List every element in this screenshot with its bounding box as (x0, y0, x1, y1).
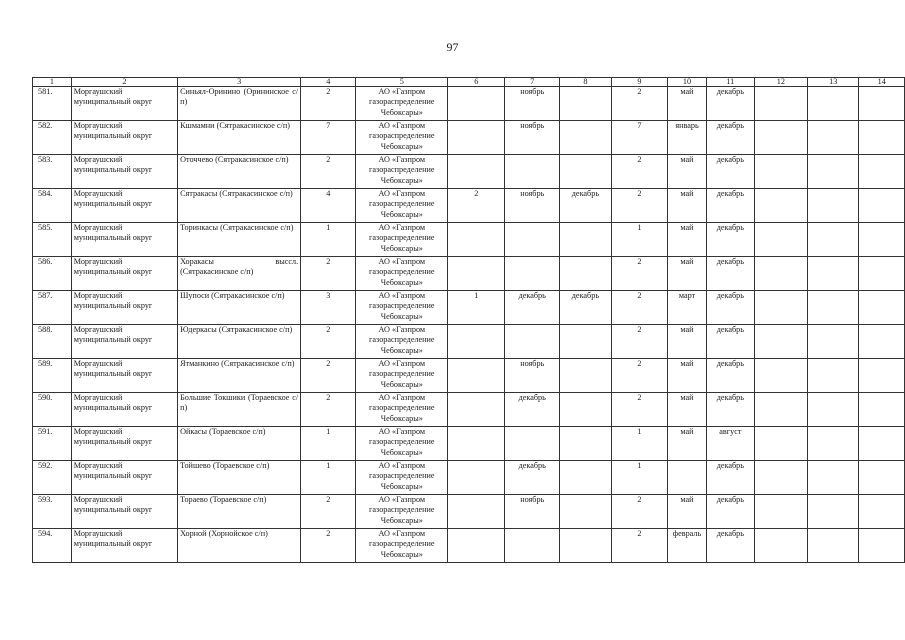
col13-cell (808, 325, 859, 359)
col4-cell: 2 (301, 359, 356, 393)
col14-cell (859, 529, 905, 563)
col11-cell: август (706, 427, 754, 461)
table-row (33, 291, 905, 325)
col9-cell: 2 (611, 291, 667, 325)
col7-cell: декабрь (505, 461, 560, 495)
col7-cell: ноябрь (505, 495, 560, 529)
col4-cell: 7 (301, 121, 356, 155)
col8-cell (560, 393, 612, 427)
col10-cell: май (668, 189, 707, 223)
district-cell: Моргаушский муниципальный округ (71, 223, 177, 257)
table-row (33, 359, 905, 393)
col4-cell: 1 (301, 461, 356, 495)
organization-cell: АО «Газпром газораспределение Чебоксары» (356, 257, 448, 291)
col8-cell: декабрь (560, 291, 612, 325)
table-row (33, 87, 905, 121)
settlement-cell: Шупоси (Сятракасинское с/п) (178, 291, 301, 325)
col6-cell (448, 461, 505, 495)
page-number: 97 (446, 40, 459, 54)
organization-cell: АО «Газпром газораспределение Чебоксары» (356, 529, 448, 563)
district-cell: Моргаушский муниципальный округ (71, 257, 177, 291)
col13-cell (808, 87, 859, 121)
col7-cell: ноябрь (505, 121, 560, 155)
district-cell: Моргаушский муниципальный округ (71, 427, 177, 461)
col13-cell (808, 393, 859, 427)
col11-cell: декабрь (706, 87, 754, 121)
row-number: 582. (33, 121, 72, 155)
col7-cell (505, 257, 560, 291)
col11-cell: декабрь (706, 325, 754, 359)
col12-cell (754, 87, 807, 121)
header-cell-14: 14 (859, 78, 905, 87)
district-cell: Моргаушский муниципальный округ (71, 495, 177, 529)
col7-cell (505, 223, 560, 257)
col14-cell (859, 189, 905, 223)
table-row (33, 155, 905, 189)
col6-cell (448, 121, 505, 155)
col6-cell (448, 257, 505, 291)
settlement-cell: Сятракасы (Сятракасинское с/п) (178, 189, 301, 223)
col4-cell: 4 (301, 189, 356, 223)
col8-cell (560, 155, 612, 189)
settlement-cell: Большие Токшики (Тораевское с/п) (178, 393, 301, 427)
col8-cell (560, 257, 612, 291)
col14-cell (859, 495, 905, 529)
col9-cell: 2 (611, 495, 667, 529)
organization-cell: АО «Газпром газораспределение Чебоксары» (356, 155, 448, 189)
col8-cell (560, 461, 612, 495)
col14-cell (859, 393, 905, 427)
col10-cell: май (668, 223, 707, 257)
col12-cell (754, 155, 807, 189)
col6-cell (448, 87, 505, 121)
col14-cell (859, 257, 905, 291)
col12-cell (754, 325, 807, 359)
col10-cell: март (668, 291, 707, 325)
col14-cell (859, 155, 905, 189)
col11-cell: декабрь (706, 223, 754, 257)
settlement-cell: Ятманкино (Сятракасинское с/п) (178, 359, 301, 393)
row-number: 584. (33, 189, 72, 223)
col12-cell (754, 393, 807, 427)
col12-cell (754, 257, 807, 291)
col6-cell (448, 529, 505, 563)
col11-cell: декабрь (706, 189, 754, 223)
col7-cell (505, 529, 560, 563)
row-number: 588. (33, 325, 72, 359)
district-cell: Моргаушский муниципальный округ (71, 155, 177, 189)
table-row (33, 223, 905, 257)
header-cell-1: 1 (33, 78, 72, 87)
col11-cell: декабрь (706, 257, 754, 291)
col14-cell (859, 461, 905, 495)
district-cell: Моргаушский муниципальный округ (71, 87, 177, 121)
col9-cell: 1 (611, 427, 667, 461)
col9-cell: 7 (611, 121, 667, 155)
col13-cell (808, 223, 859, 257)
settlement-cell: Тойшево (Тораевское с/п) (178, 461, 301, 495)
col14-cell (859, 87, 905, 121)
col7-cell (505, 155, 560, 189)
col11-cell: декабрь (706, 121, 754, 155)
col10-cell: май (668, 87, 707, 121)
col6-cell: 1 (448, 291, 505, 325)
col14-cell (859, 121, 905, 155)
col11-cell: декабрь (706, 155, 754, 189)
col8-cell (560, 495, 612, 529)
header-cell-10: 10 (668, 78, 707, 87)
col8-cell (560, 121, 612, 155)
header-cell-4: 4 (301, 78, 356, 87)
col8-cell: декабрь (560, 189, 612, 223)
col13-cell (808, 495, 859, 529)
district-cell: Моргаушский муниципальный округ (71, 529, 177, 563)
header-cell-6: 6 (448, 78, 505, 87)
district-cell: Моргаушский муниципальный округ (71, 325, 177, 359)
col6-cell (448, 393, 505, 427)
row-number: 592. (33, 461, 72, 495)
col13-cell (808, 121, 859, 155)
settlement-cell: Торинкасы (Сятракасинское с/п) (178, 223, 301, 257)
col12-cell (754, 427, 807, 461)
col9-cell: 2 (611, 529, 667, 563)
header-cell-12: 12 (754, 78, 807, 87)
organization-cell: АО «Газпром газораспределение Чебоксары» (356, 291, 448, 325)
data-table (32, 77, 905, 563)
col14-cell (859, 325, 905, 359)
settlement-cell: Юдеркасы (Сятракасинское с/п) (178, 325, 301, 359)
col13-cell (808, 189, 859, 223)
header-cell-13: 13 (808, 78, 859, 87)
col14-cell (859, 359, 905, 393)
settlement-cell: Синьял-Оринино (Орининское с/п) (178, 87, 301, 121)
col13-cell (808, 257, 859, 291)
col13-cell (808, 291, 859, 325)
table-row (33, 121, 905, 155)
col6-cell (448, 155, 505, 189)
col12-cell (754, 189, 807, 223)
header-row (33, 78, 905, 87)
col4-cell: 1 (301, 223, 356, 257)
settlement-cell: Кшмамни (Сятракасинское с/п) (178, 121, 301, 155)
col7-cell: декабрь (505, 291, 560, 325)
col10-cell: май (668, 427, 707, 461)
table-row (33, 461, 905, 495)
col13-cell (808, 461, 859, 495)
row-number: 590. (33, 393, 72, 427)
organization-cell: АО «Газпром газораспределение Чебоксары» (356, 359, 448, 393)
col7-cell (505, 427, 560, 461)
col10-cell: май (668, 257, 707, 291)
col4-cell: 3 (301, 291, 356, 325)
district-cell: Моргаушский муниципальный округ (71, 359, 177, 393)
col9-cell: 2 (611, 325, 667, 359)
col9-cell: 2 (611, 257, 667, 291)
col7-cell: ноябрь (505, 189, 560, 223)
col4-cell: 2 (301, 325, 356, 359)
col6-cell (448, 427, 505, 461)
col7-cell: ноябрь (505, 87, 560, 121)
col13-cell (808, 359, 859, 393)
col13-cell (808, 529, 859, 563)
col9-cell: 2 (611, 393, 667, 427)
col10-cell: февраль (668, 529, 707, 563)
row-number: 594. (33, 529, 72, 563)
table-row (33, 189, 905, 223)
col11-cell: декабрь (706, 461, 754, 495)
row-number: 583. (33, 155, 72, 189)
table-row (33, 257, 905, 291)
col12-cell (754, 495, 807, 529)
col12-cell (754, 359, 807, 393)
settlement-cell: Тораево (Тораевское с/п) (178, 495, 301, 529)
settlement-cell: Ойкасы (Тораевское с/п) (178, 427, 301, 461)
district-cell: Моргаушский муниципальный округ (71, 121, 177, 155)
col7-cell: декабрь (505, 393, 560, 427)
organization-cell: АО «Газпром газораспределение Чебоксары» (356, 461, 448, 495)
row-number: 581. (33, 87, 72, 121)
col12-cell (754, 291, 807, 325)
settlement-cell: Оточчево (Сятракасинское с/п) (178, 155, 301, 189)
col10-cell: май (668, 155, 707, 189)
col11-cell: декабрь (706, 291, 754, 325)
col4-cell: 2 (301, 87, 356, 121)
table-row (33, 495, 905, 529)
district-cell: Моргаушский муниципальный округ (71, 291, 177, 325)
header-cell-2: 2 (71, 78, 177, 87)
row-number: 587. (33, 291, 72, 325)
organization-cell: АО «Газпром газораспределение Чебоксары» (356, 223, 448, 257)
col11-cell: декабрь (706, 359, 754, 393)
col11-cell: декабрь (706, 495, 754, 529)
district-cell: Моргаушский муниципальный округ (71, 393, 177, 427)
col6-cell (448, 359, 505, 393)
header-cell-11: 11 (706, 78, 754, 87)
col9-cell: 2 (611, 359, 667, 393)
table-row (33, 393, 905, 427)
col14-cell (859, 291, 905, 325)
table-row (33, 325, 905, 359)
col8-cell (560, 427, 612, 461)
col4-cell: 2 (301, 393, 356, 427)
col14-cell (859, 427, 905, 461)
row-number: 593. (33, 495, 72, 529)
col6-cell (448, 325, 505, 359)
col11-cell: декабрь (706, 393, 754, 427)
settlement-cell: Хоракасы выссл. (Сятракасинское с/п) (178, 257, 301, 291)
organization-cell: АО «Газпром газораспределение Чебоксары» (356, 393, 448, 427)
col7-cell (505, 325, 560, 359)
col11-cell: декабрь (706, 529, 754, 563)
header-cell-7: 7 (505, 78, 560, 87)
organization-cell: АО «Газпром газораспределение Чебоксары» (356, 325, 448, 359)
col10-cell: май (668, 393, 707, 427)
col9-cell: 2 (611, 87, 667, 121)
row-number: 591. (33, 427, 72, 461)
col13-cell (808, 427, 859, 461)
table-body (33, 87, 905, 563)
col6-cell (448, 223, 505, 257)
col10-cell: январь (668, 121, 707, 155)
col10-cell: май (668, 495, 707, 529)
col10-cell (668, 461, 707, 495)
header-cell-3: 3 (178, 78, 301, 87)
organization-cell: АО «Газпром газораспределение Чебоксары» (356, 495, 448, 529)
col8-cell (560, 325, 612, 359)
col10-cell: май (668, 359, 707, 393)
organization-cell: АО «Газпром газораспределение Чебоксары» (356, 87, 448, 121)
settlement-cell: Хорной (Хорнойское с/п) (178, 529, 301, 563)
header-cell-5: 5 (356, 78, 448, 87)
col8-cell (560, 223, 612, 257)
col10-cell: май (668, 325, 707, 359)
col12-cell (754, 461, 807, 495)
col12-cell (754, 529, 807, 563)
header-cell-9: 9 (611, 78, 667, 87)
col9-cell: 1 (611, 223, 667, 257)
col9-cell: 1 (611, 461, 667, 495)
col8-cell (560, 529, 612, 563)
col8-cell (560, 359, 612, 393)
col14-cell (859, 223, 905, 257)
col4-cell: 2 (301, 155, 356, 189)
organization-cell: АО «Газпром газораспределение Чебоксары» (356, 121, 448, 155)
col4-cell: 1 (301, 427, 356, 461)
table-row (33, 427, 905, 461)
col12-cell (754, 121, 807, 155)
organization-cell: АО «Газпром газораспределение Чебоксары» (356, 427, 448, 461)
district-cell: Моргаушский муниципальный округ (71, 461, 177, 495)
district-cell: Моргаушский муниципальный округ (71, 189, 177, 223)
row-number: 589. (33, 359, 72, 393)
col6-cell (448, 495, 505, 529)
col12-cell (754, 223, 807, 257)
table-row (33, 529, 905, 563)
col9-cell: 2 (611, 189, 667, 223)
row-number: 585. (33, 223, 72, 257)
col6-cell: 2 (448, 189, 505, 223)
col9-cell: 2 (611, 155, 667, 189)
col8-cell (560, 87, 612, 121)
col7-cell: ноябрь (505, 359, 560, 393)
header-cell-8: 8 (560, 78, 612, 87)
organization-cell: АО «Газпром газораспределение Чебоксары» (356, 189, 448, 223)
col4-cell: 2 (301, 495, 356, 529)
col13-cell (808, 155, 859, 189)
row-number: 586. (33, 257, 72, 291)
col4-cell: 2 (301, 257, 356, 291)
col4-cell: 2 (301, 529, 356, 563)
